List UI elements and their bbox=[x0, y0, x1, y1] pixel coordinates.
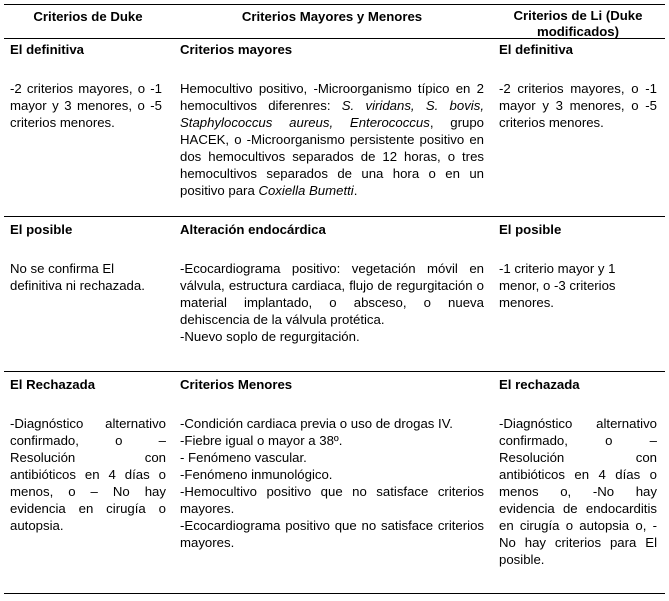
row3-li-title: El rechazada bbox=[499, 377, 580, 392]
row3-criteria-line: -Fenómeno inmunológico. bbox=[180, 467, 333, 482]
row1-criteria-part3: . bbox=[353, 183, 358, 198]
row2-bottom-rule bbox=[4, 371, 665, 372]
row1-li-cell bbox=[499, 41, 657, 131]
header-duke: Criterios de Duke bbox=[33, 9, 143, 24]
row1-criteria-coxiella: Coxiella Bumetti bbox=[258, 183, 354, 198]
row3-criteria-title: Criterios Menores bbox=[180, 377, 293, 392]
row3-duke-cell bbox=[10, 376, 166, 534]
row1-criteria-organisms: S. viridans, S. bovis, Staphylococcus aureus, Enterococcus bbox=[180, 98, 484, 130]
row1-duke-title: El definitiva bbox=[10, 42, 85, 57]
row1-criteria-part2: , grupo HACEK, o -Microorganismo persistente positivo en dos hemocultivos separados de 12 horas, o tres hemocultivos separados de una hora o en un positivo para bbox=[180, 115, 485, 198]
row2-li-title: El posible bbox=[499, 222, 562, 237]
row1-bottom-rule bbox=[4, 216, 665, 217]
row3-criteria-line: -Hemocultivo positivo que no satisface criterios mayores. bbox=[180, 484, 484, 516]
row1-criteria-text bbox=[180, 80, 484, 199]
row2-li-text: -1 criterio mayor y 1 menor, o -3 criterios menores. bbox=[499, 261, 616, 310]
row1-duke-text: -2 criterios mayores, o -1 mayor y 3 menores, o -5 criterios menores. bbox=[10, 81, 162, 130]
row3-duke-title: El Rechazada bbox=[10, 377, 96, 392]
row2-criteria-line: -Nuevo soplo de regurgitación. bbox=[180, 329, 360, 344]
row1-duke-cell bbox=[10, 41, 166, 131]
row1-criteria-title: Criterios mayores bbox=[180, 42, 293, 57]
row1-criteria-part1: Hemocultivo positivo, -Microorganismo típico en 2 hemocultivos diferenres: bbox=[180, 81, 484, 113]
table-top-rule bbox=[4, 4, 665, 5]
header-mayores-menores: Criterios Mayores y Menores bbox=[241, 9, 423, 24]
header-li: Criterios de Li (Duke modificados) bbox=[513, 8, 643, 39]
row2-li-cell bbox=[499, 221, 657, 311]
row2-criteria-title: Alteración endocárdica bbox=[180, 222, 326, 237]
row3-criteria-line: -Condición cardiaca previa o uso de drogas IV. bbox=[180, 416, 453, 431]
row3-li-text: -Diagnóstico alternativo confirmado, o – Resolución con antibióticos en 4 días o menos o, -No hay evidencia de endocarditis en cirugía o autopsia o, -No hay criterios para El posible. bbox=[499, 416, 657, 567]
row3-criteria-line: -Fiebre igual o mayor a 38º. bbox=[180, 433, 343, 448]
row1-criteria-cell bbox=[180, 41, 484, 199]
row2-duke-title: El posible bbox=[10, 222, 73, 237]
row3-li-cell bbox=[499, 376, 657, 568]
row3-criteria-line: -Ecocardiograma positivo que no satisface criterios mayores. bbox=[180, 518, 484, 550]
row2-duke-cell bbox=[10, 221, 166, 294]
row1-li-title: El definitiva bbox=[499, 42, 574, 57]
row1-li-text: -2 criterios mayores, o -1 mayor y 3 menores, o -5 criterios menores. bbox=[499, 81, 657, 130]
row3-criteria-cell bbox=[180, 376, 484, 551]
row3-duke-text: -Diagnóstico alternativo confirmado, o – Resolución con antibióticos en 4 días o menos, o – No hay evidencia en cirugía o autopsia. bbox=[10, 416, 166, 533]
row2-duke-text: No se confirma El definitiva ni rechazada. bbox=[10, 261, 145, 293]
row2-criteria-line: -Ecocardiograma positivo: vegetación móvil en válvula, estructura cardiaca, flujo de regurgitación o material implantado, o absceso, o nueva dehiscencia de la válvula protética. bbox=[180, 261, 484, 327]
row2-criteria-cell bbox=[180, 221, 484, 345]
table-bottom-rule bbox=[4, 593, 665, 594]
row3-criteria-line: - Fenómeno vascular. bbox=[180, 450, 307, 465]
